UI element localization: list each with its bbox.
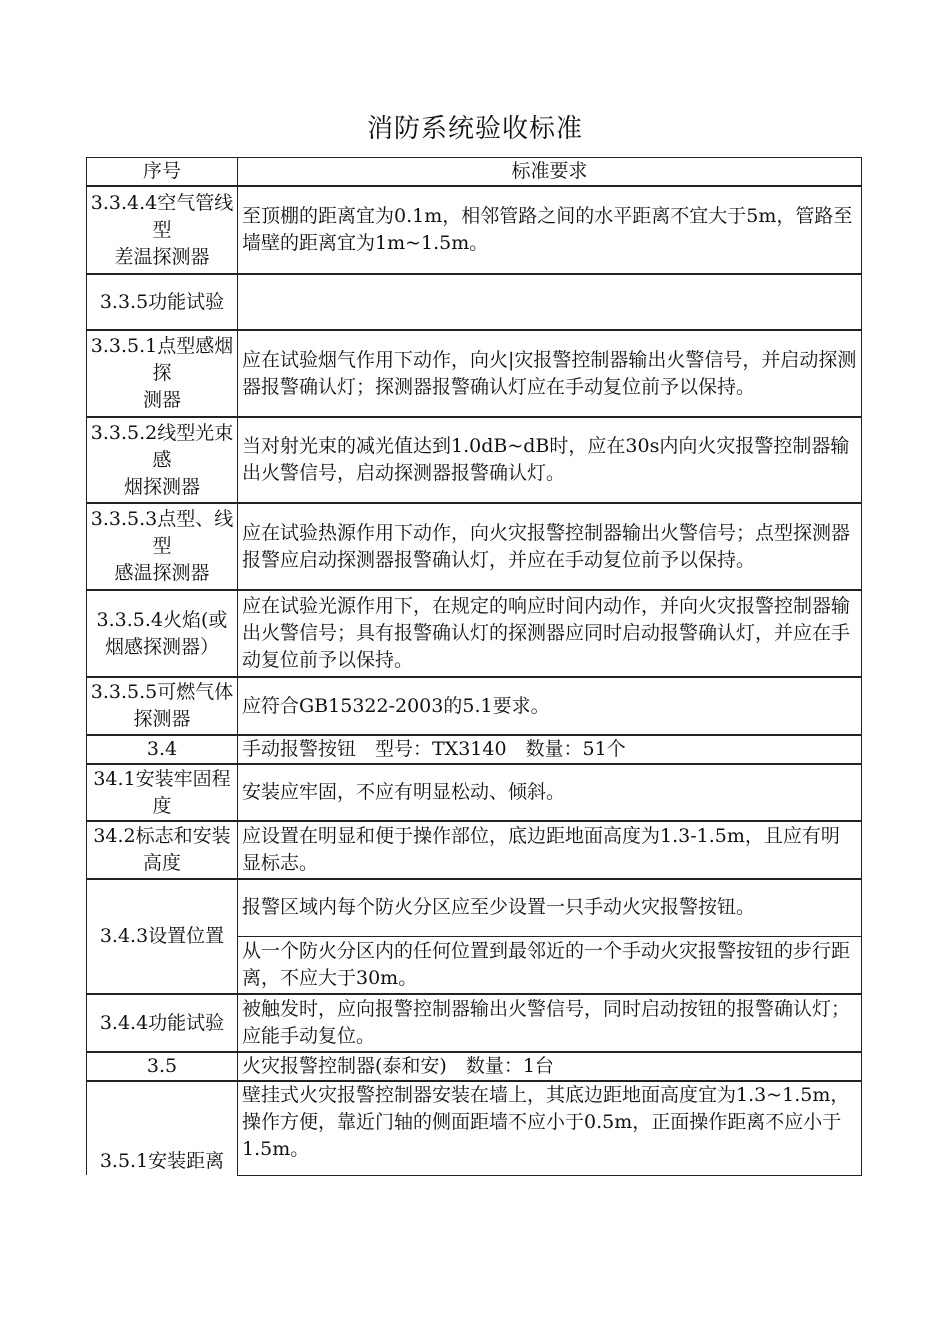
row-serial: 3.3.5.5可燃气体探测器 — [87, 677, 238, 735]
table-row — [87, 994, 862, 1052]
row-serial: 3.3.5功能试验 — [87, 274, 238, 330]
row-requirement: 至顶棚的距离宜为0.1m，相邻管路之间的水平距离不宜大于5m，管路至墙壁的距离宜为1m~1.5m。 — [238, 186, 862, 274]
row-requirement: 应在试验烟气作用下动作，向火|灾报警控制器输出火警信号，并启动探测器报警确认灯；探测器报警确认灯应在手动复位前予以保持。 — [238, 330, 862, 417]
row-requirement: 当对射光束的减光值达到1.0dB~dB时，应在30s内向火灾报警控制器输出火警信号，启动探测器报警确认灯。 — [238, 417, 862, 503]
table-row — [87, 1052, 862, 1081]
table-row — [87, 186, 862, 274]
row-serial: 3.3.5.4火焰(或烟感探测器） — [87, 590, 238, 677]
row-serial: 3.4.3设置位置 — [87, 879, 238, 994]
row-serial: 3.4.4功能试验 — [87, 994, 238, 1052]
table-header-row — [87, 158, 862, 187]
page-title: 消防系统验收标准 — [366, 114, 583, 144]
row-requirement: 报警区域内每个防火分区应至少设置一只手动火灾报警按钮。 — [238, 879, 862, 936]
table-row — [87, 821, 862, 879]
table-row — [87, 417, 862, 503]
row-requirement-continued: 从一个防火分区内的任何位置到最邻近的一个手动火灾报警按钮的步行距离，不应大于30m。 — [238, 936, 862, 994]
row-requirement: 应符合GB15322-2003的5.1要求。 — [238, 677, 862, 735]
row-requirement: 应在试验光源作用下，在规定的响应时间内动作，并向火灾报警控制器输出火警信号；具有报警确认灯的探测器应同时启动报警确认灯，并应在手动复位前予以保持。 — [238, 590, 862, 677]
row-requirement: 应在试验热源作用下动作，向火灾报警控制器输出火警信号；点型探测器报警应启动探测器报警确认灯，并应在手动复位前予以保持。 — [238, 503, 862, 590]
header-serial-number: 序号 — [87, 158, 238, 187]
table-row — [87, 274, 862, 330]
acceptance-standard-table — [86, 157, 862, 1176]
table-row — [87, 764, 862, 821]
row-serial: 3.3.5.1点型感烟探 测器 — [87, 330, 238, 417]
row-serial: 3.3.5.2线型光束感 烟探测器 — [87, 417, 238, 503]
row-requirement: 壁挂式火灾报警控制器安装在墙上，其底边距地面高度宜为1.3~1.5m，操作方便，靠近门轴的侧面距墙不应小于0.5m，正面操作距离不应小于1.5m。 — [238, 1081, 862, 1175]
row-requirement: 手动报警按钮 型号：TX3140 数量：51个 — [238, 735, 862, 764]
header-standard-requirement: 标准要求 — [238, 158, 862, 187]
row-serial: 34.2标志和安装高度 — [87, 821, 238, 879]
row-requirement: 安装应牢固，不应有明显松动、倾斜。 — [238, 764, 862, 821]
row-requirement: 火灾报警控制器(泰和安) 数量：1台 — [238, 1052, 862, 1081]
table-row — [87, 503, 862, 590]
row-serial: 34.1安装牢固程度 — [87, 764, 238, 821]
row-serial: 3.4 — [87, 735, 238, 764]
row-serial: 3.5 — [87, 1052, 238, 1081]
row-requirement: 应设置在明显和便于操作部位，底边距地面高度为1.3-1.5m，且应有明显标志。 — [238, 821, 862, 879]
row-serial: 3.5.1安装距离 — [87, 1081, 238, 1175]
row-requirement — [238, 274, 862, 330]
table-row — [87, 735, 862, 764]
table-row — [87, 330, 862, 417]
table-row — [87, 590, 862, 677]
table-row — [87, 879, 862, 936]
table-row — [87, 1081, 862, 1175]
table-row — [87, 677, 862, 735]
row-requirement: 被触发时，应向报警控制器输出火警信号，同时启动按钮的报警确认灯；应能手动复位。 — [238, 994, 862, 1052]
row-serial: 3.3.4.4空气管线型 差温探测器 — [87, 186, 238, 274]
row-serial: 3.3.5.3点型、线型 感温探测器 — [87, 503, 238, 590]
